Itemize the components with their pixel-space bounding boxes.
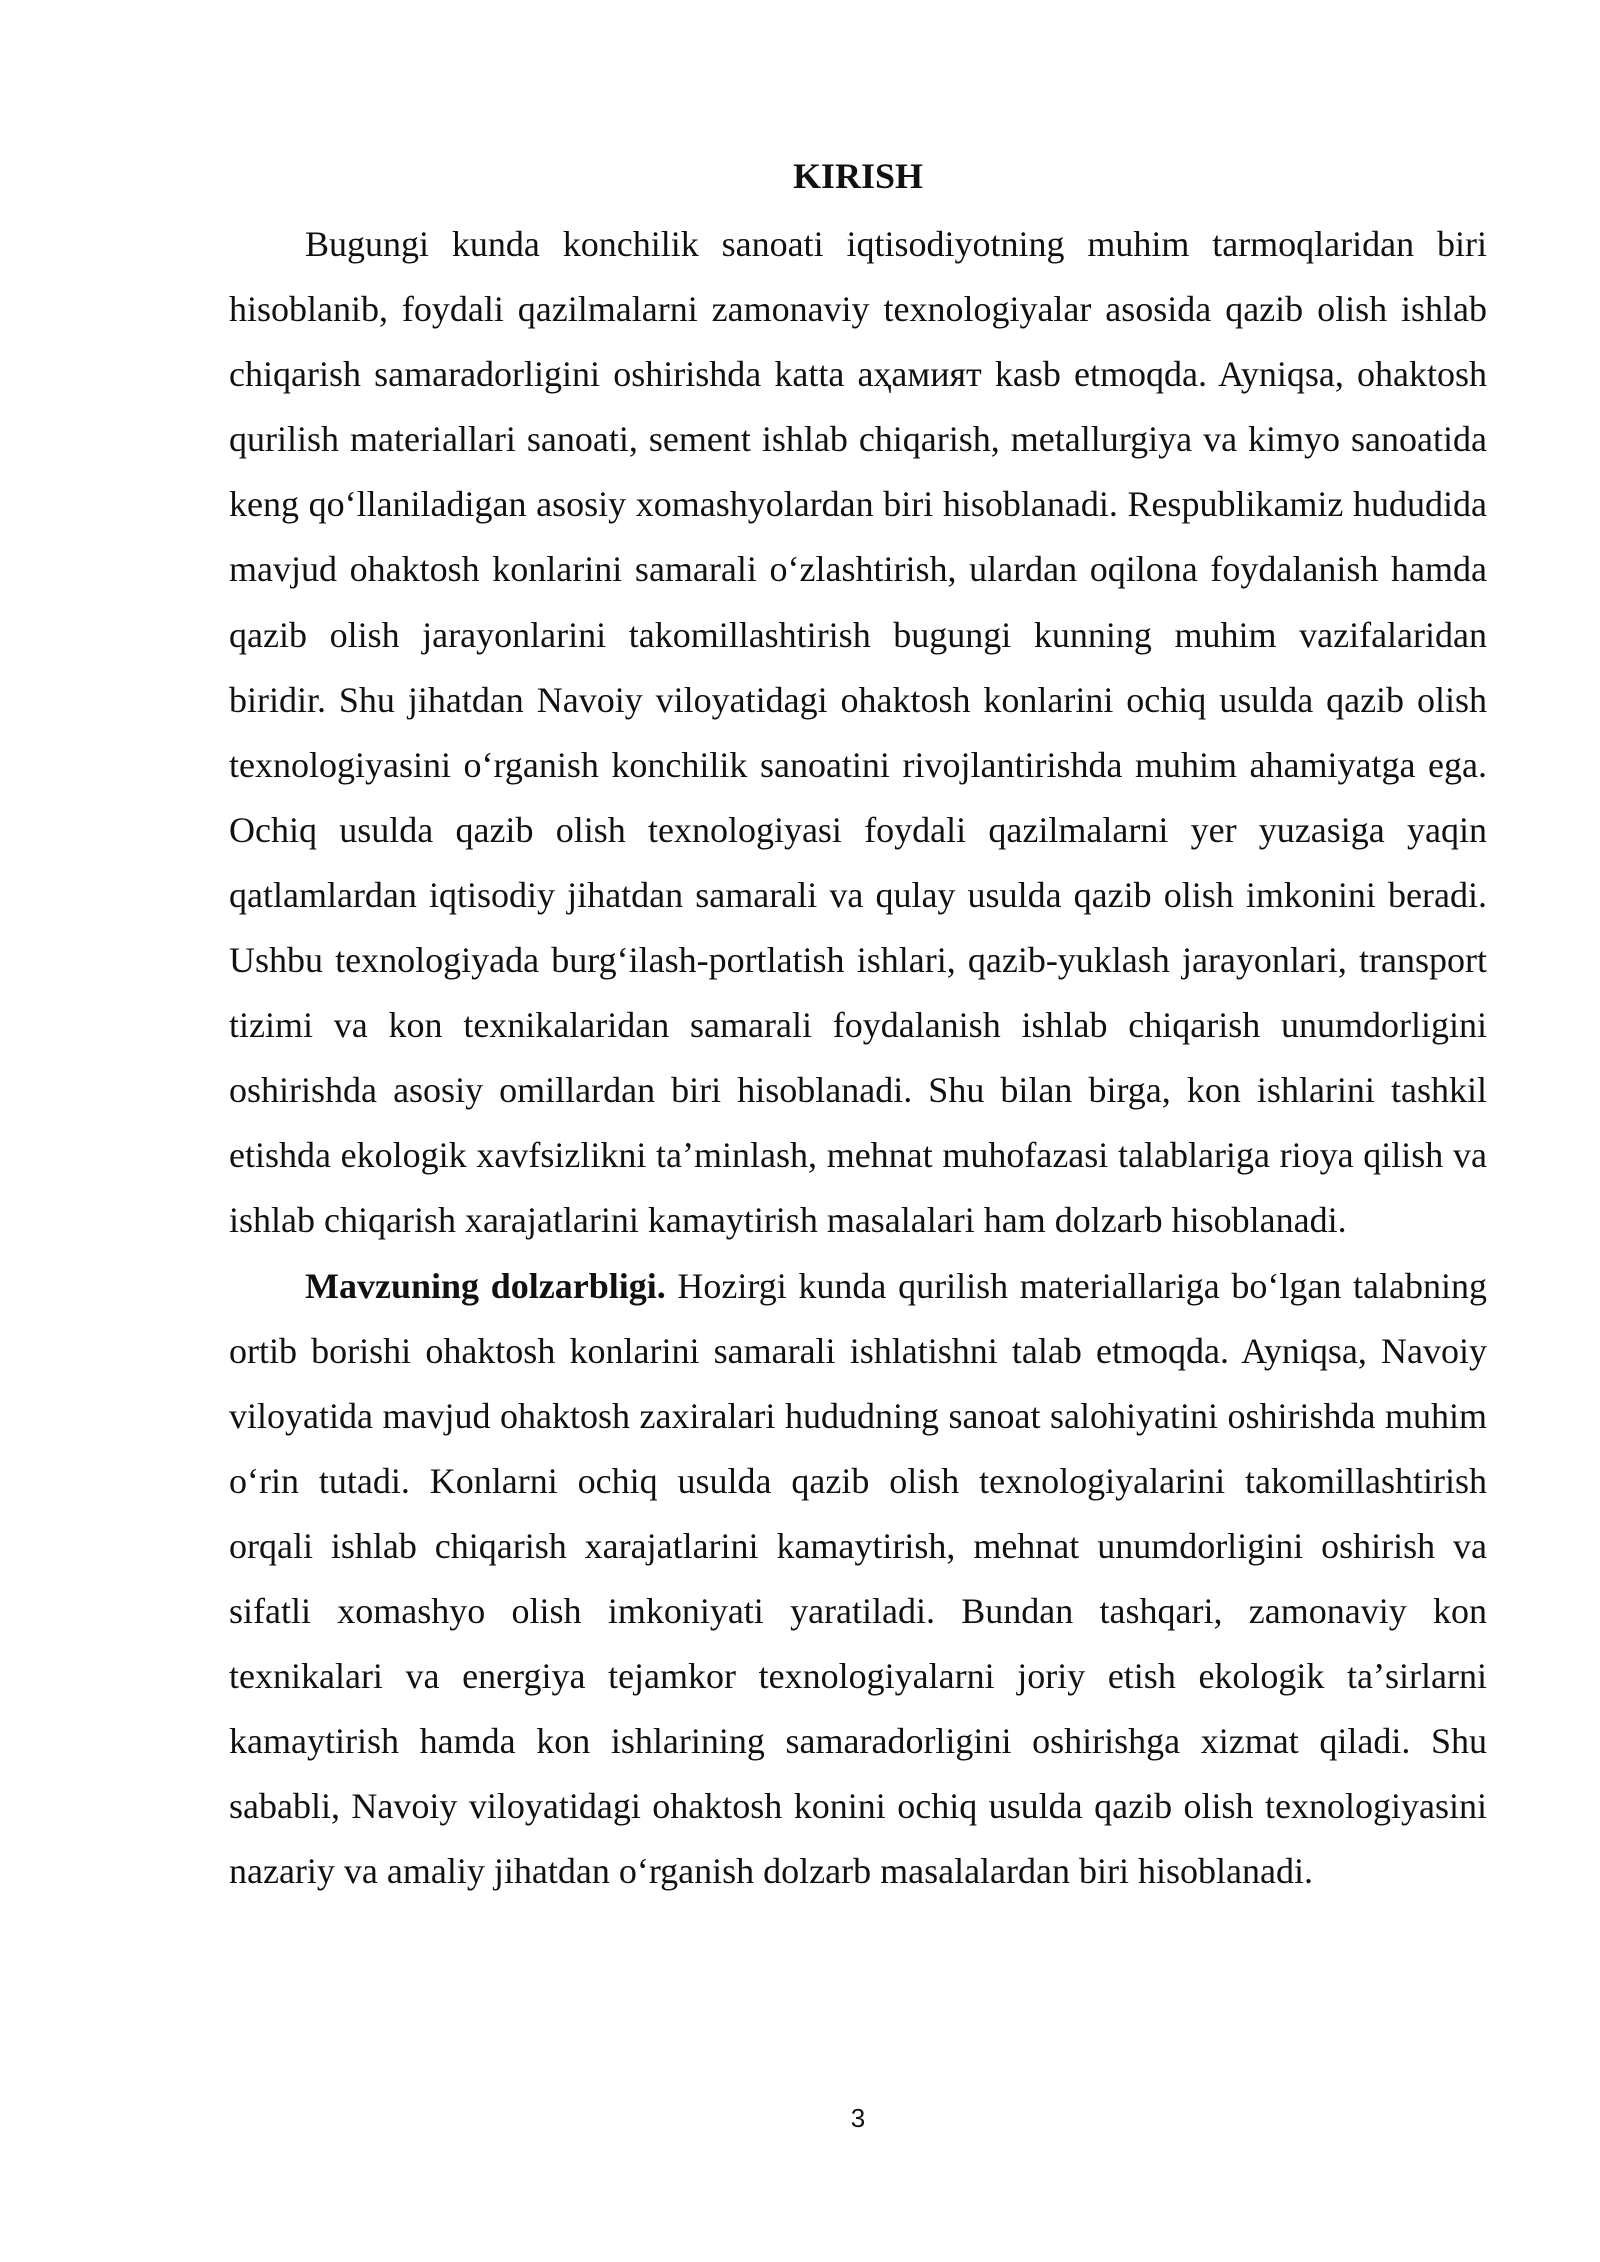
introduction-paragraph: Bugungi kunda konchilik sanoati iqtisodiyotning muhim tarmoqlaridan biri hisoblanib, foydali qazilmalarni zamonaviy texnologiyalar asosida qazib olish ishlab chiqarish samaradorligini oshirishda katta aҳамият kasb etmoqda. Ayniqsa, ohaktosh qurilish materiallari sanoati, sement ishlab chiqarish, metallurgiya va kimyo sanoatida keng qoʻllaniladigan asosiy xomashyolardan biri hisoblanadi. Respublikamiz hududida mavjud ohaktosh konlarini samarali oʻzlashtirish, ulardan oqilona foydalanish hamda qazib olish jarayonlarini takomillashtirish bugungi kunning muhim vazifalaridan biridir. Shu jihatdan Navoiy viloyatidagi ohaktosh konlarini ochiq usulda qazib olish texnologiyasini oʻrganish konchilik sanoatini rivojlantirishda muhim ahamiyatga ega. Ochiq usulda qazib olish texnologiyasi foydali qazilmalarni yer yuzasiga yaqin qatlamlardan iqtisodiy jihatdan samarali va qulay usulda qazib olish imkonini beradi. Ushbu texnologiyada burgʻilash-portlatish ishlari, qazib-yuklash jarayonlari, transport tizimi va kon texnikalaridan samarali foydalanish ishlab chiqarish unumdorligini oshirishda asosiy omillardan biri hisoblanadi. Shu bilan birga, kon ishlarini tashkil etishda ekologik xavfsizlikni taʼminlash, mehnat muhofazasi talablariga rioya qilish va ishlab chiqarish xarajatlarini kamaytirish masalalari ham dolzarb hisoblanadi.	[229, 224, 1487, 1241]
relevance-heading: Mavzuning dolzarbligi.	[305, 1265, 666, 1306]
page-number: 3	[850, 2103, 866, 2133]
relevance-text: Hozirgi kunda qurilish materiallariga boʻlgan talabning ortib borishi ohaktosh konlarini samarali ishlatishni talab etmoqda. Ayniqsa, Navoiy viloyatida mavjud ohaktosh zaxiralari hududning sanoat salohiyatini oshirishda muhim oʻrin tutadi. Konlarni ochiq usulda qazib olish texnologiyalarini takomillashtirish orqali ishlab chiqarish xarajatlarini kamaytirish, mehnat unumdorligini oshirish va sifatli xomashyo olish imkoniyati yaratiladi. Bundan tashqari, zamonaviy kon texnikalari va energiya tejamkor texnologiyalarni joriy etish ekologik taʼsirlarni kamaytirish hamda kon ishlarining samaradorligini oshirishga xizmat qiladi. Shu sababli, Navoiy viloyatidagi ohaktosh konini ochiq usulda qazib olish texnologiyasini nazariy va amaliy jihatdan oʻrganish dolzarb masalalardan biri hisoblanadi.	[229, 1265, 1487, 1892]
section-title: KIRISH	[792, 156, 924, 196]
relevance-paragraph	[229, 1254, 1487, 1905]
page-content	[229, 150, 1487, 1904]
